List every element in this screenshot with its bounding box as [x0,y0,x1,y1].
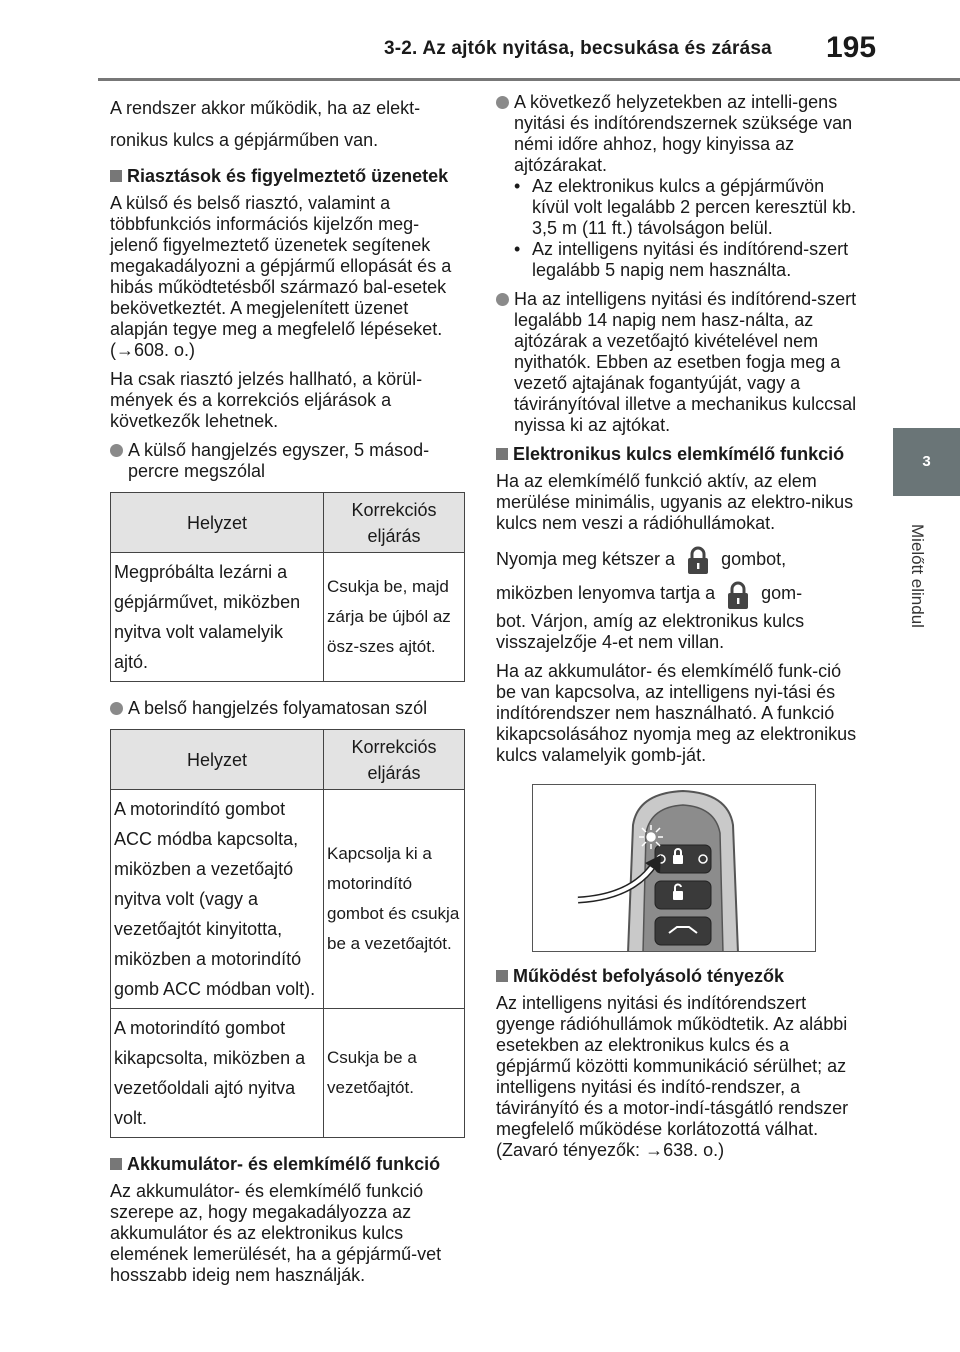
section-heading-alarms: Riasztások és figyelmeztető üzenetek [110,166,465,187]
key-saver-paragraph-1: Ha az elemkímélő funkció aktív, az elem merülése minimális, ugyanis az elektro-nikus kulcs nem veszi a rádióhullámokat. [496,471,854,533]
press-instruction-line-3: bot. Várjon, amíg az elektronikus kulcs visszajelzője 4-et nem villan. [496,610,805,652]
press-instruction-line-1: Nyomja meg kétszer a gombot, [496,542,862,576]
lock-icon [683,544,713,576]
table-row [111,553,465,682]
bullet-internal-alarm: A belső hangjelzés folyamatosan szól [110,698,465,719]
square-bullet-icon [496,970,508,982]
left-column [110,92,465,1294]
alarms-paragraph-2: Ha csak riasztó jelzés hallható, a körül-mények és a korrekciós eljárások a következők lehetnek. [110,369,423,431]
alarms-paragraph-1: A külső és belső riasztó, valamint a többfunkciós információs kijelzőn meg-jelenő figyelmeztető üzenetek segítenek megakadályozni a gépjármű ellopását és a hibás működtetésből származó bal-esetek bekövetkeztét. A megjelenített üzenet alapján tegye meg a megfelelő lépéseket. (→608. o.) [110,193,452,360]
key-saver-paragraph-2: Ha az akkumulátor- és elemkímélő funk-ció be van kapcsolva, az intelligens nyi-tási és indítórendszer nem használható. A funkció kikapcsolásához nyomja meg az elektronikus kulcs valamelyik gomb-ját. [496,660,857,765]
battery-saver-paragraph: Az akkumulátor- és elemkímélő funkció szerepe az, hogy megakadályozza az akkumulátor és az elektronikus kulcs elemének lemerülését, ha a gépjármű-vet hosszabb ideig nem használják. [110,1181,442,1285]
running-header: 3-2. Az ajtók nyitása, becsukása és zárása [384,38,772,59]
section-heading-factors: Működést befolyásoló tényezők [496,966,862,987]
sub-bullet: • Az elektronikus kulcs a gépjárművön kívül volt legalább 2 percen keresztül kb. 3,5 m (11 ft.) távolságon belül. [514,176,857,238]
table-row [111,790,465,1009]
bullet-external-alarm: A külső hangjelzés egyszer, 5 másod-percre megszólal [110,440,465,482]
section-heading-battery-saver: Akkumulátor- és elemkímélő funkció [110,1154,465,1175]
header-rule [98,78,960,81]
table-cell: Csukja be, majd zárja be újból az ösz-szes ajtót. [324,553,465,682]
table-cell: Megpróbálta lezárni a gépjárművet, miközben nyitva volt valamelyik ajtó. [111,553,324,682]
table-cell: A motorindító gombot kikapcsolta, miközben a vezetőoldali ajtó nyitva volt. [111,1009,324,1138]
section-heading-key-battery-saver: Elektronikus kulcs elemkímélő funkció [496,444,862,465]
circle-bullet-icon [496,96,509,109]
table-header-correction: Korrekciós eljárás [324,730,465,790]
table-header-correction: Korrekciós eljárás [324,493,465,553]
square-bullet-icon [496,448,508,460]
table-internal-alarm [110,729,465,1138]
table-cell: A motorindító gombot ACC módba kapcsolta, miközben a vezetőajtó nyitva volt (vagy a vezetőajtót kinyitotta, miközben a motorindító gomb ACC módban volt). [111,790,324,1009]
circle-bullet-icon [110,702,123,715]
chapter-tab[interactable]: 3 [893,428,960,496]
table-cell: Kapcsolja ki a motorindító gombot és csukja be a vezetőajtót. [324,790,465,1009]
factors-paragraph: Az intelligens nyitási és indítórendszert gyenge rádióhullámok működtetik. Az alábbi esetekben az elektronikus kulcs és a gépjármű közötti kommunikáció sérülhet; az intelligens nyitási és indító-rendszer, a távirányító és a motor-indí-tásgátló rendszer megfelelő működése korlátozottá válhat. (Zavaró tényezők: →638. o.) [496,992,849,1160]
table-row [111,1009,465,1138]
lock-icon [723,579,753,611]
chapter-label: Mielőtt elindul [908,524,927,628]
table-cell: Csukja be a vezetőajtót. [324,1009,465,1138]
bullet-14-days: Ha az intelligens nyitási és indítórend-szert legalább 14 napig nem hasz-nálta, az ajtózárak a vezetőajtó kivételével nem nyithatók. Ebben az esetben fogja meg a vezető ajtajának fogantyúját, vagy a távirányítóval illetve a mechanikus kulccsal nyissa ki az ajtókat. [496,289,862,436]
bullet-delay: A következő helyzetekben az intelli-gens nyitási és indítórendszernek szüksége van némi időre ahhoz, hogy kinyissa az ajtózárakat. • Az elektronikus kulcs a gépjárművön kívül volt legalább 2 percen keresztül kb. 3,5 m (11 ft.) távolságon belül. • Az intelligens nyitási és indítórend-szert legalább 5 napig nem használta. [496,92,862,281]
page-number: 195 [826,31,877,64]
key-fob-icon [533,785,816,952]
intro-text: A rendszer akkor működik, ha az elekt-ronikus kulcs a gépjárműben van. [110,98,421,150]
square-bullet-icon [110,170,122,182]
circle-bullet-icon [110,444,123,457]
square-bullet-icon [110,1158,122,1170]
table-header-situation: Helyzet [111,730,324,790]
key-fob-illustration [532,784,816,952]
sub-bullet: • Az intelligens nyitási és indítórend-szert legalább 5 napig nem használta. [514,239,849,280]
press-instruction-line-2: miközben lenyomva tartja a gom- [496,576,862,610]
table-header-situation: Helyzet [111,493,324,553]
circle-bullet-icon [496,293,509,306]
table-external-alarm [110,492,465,682]
right-column [496,92,862,1169]
